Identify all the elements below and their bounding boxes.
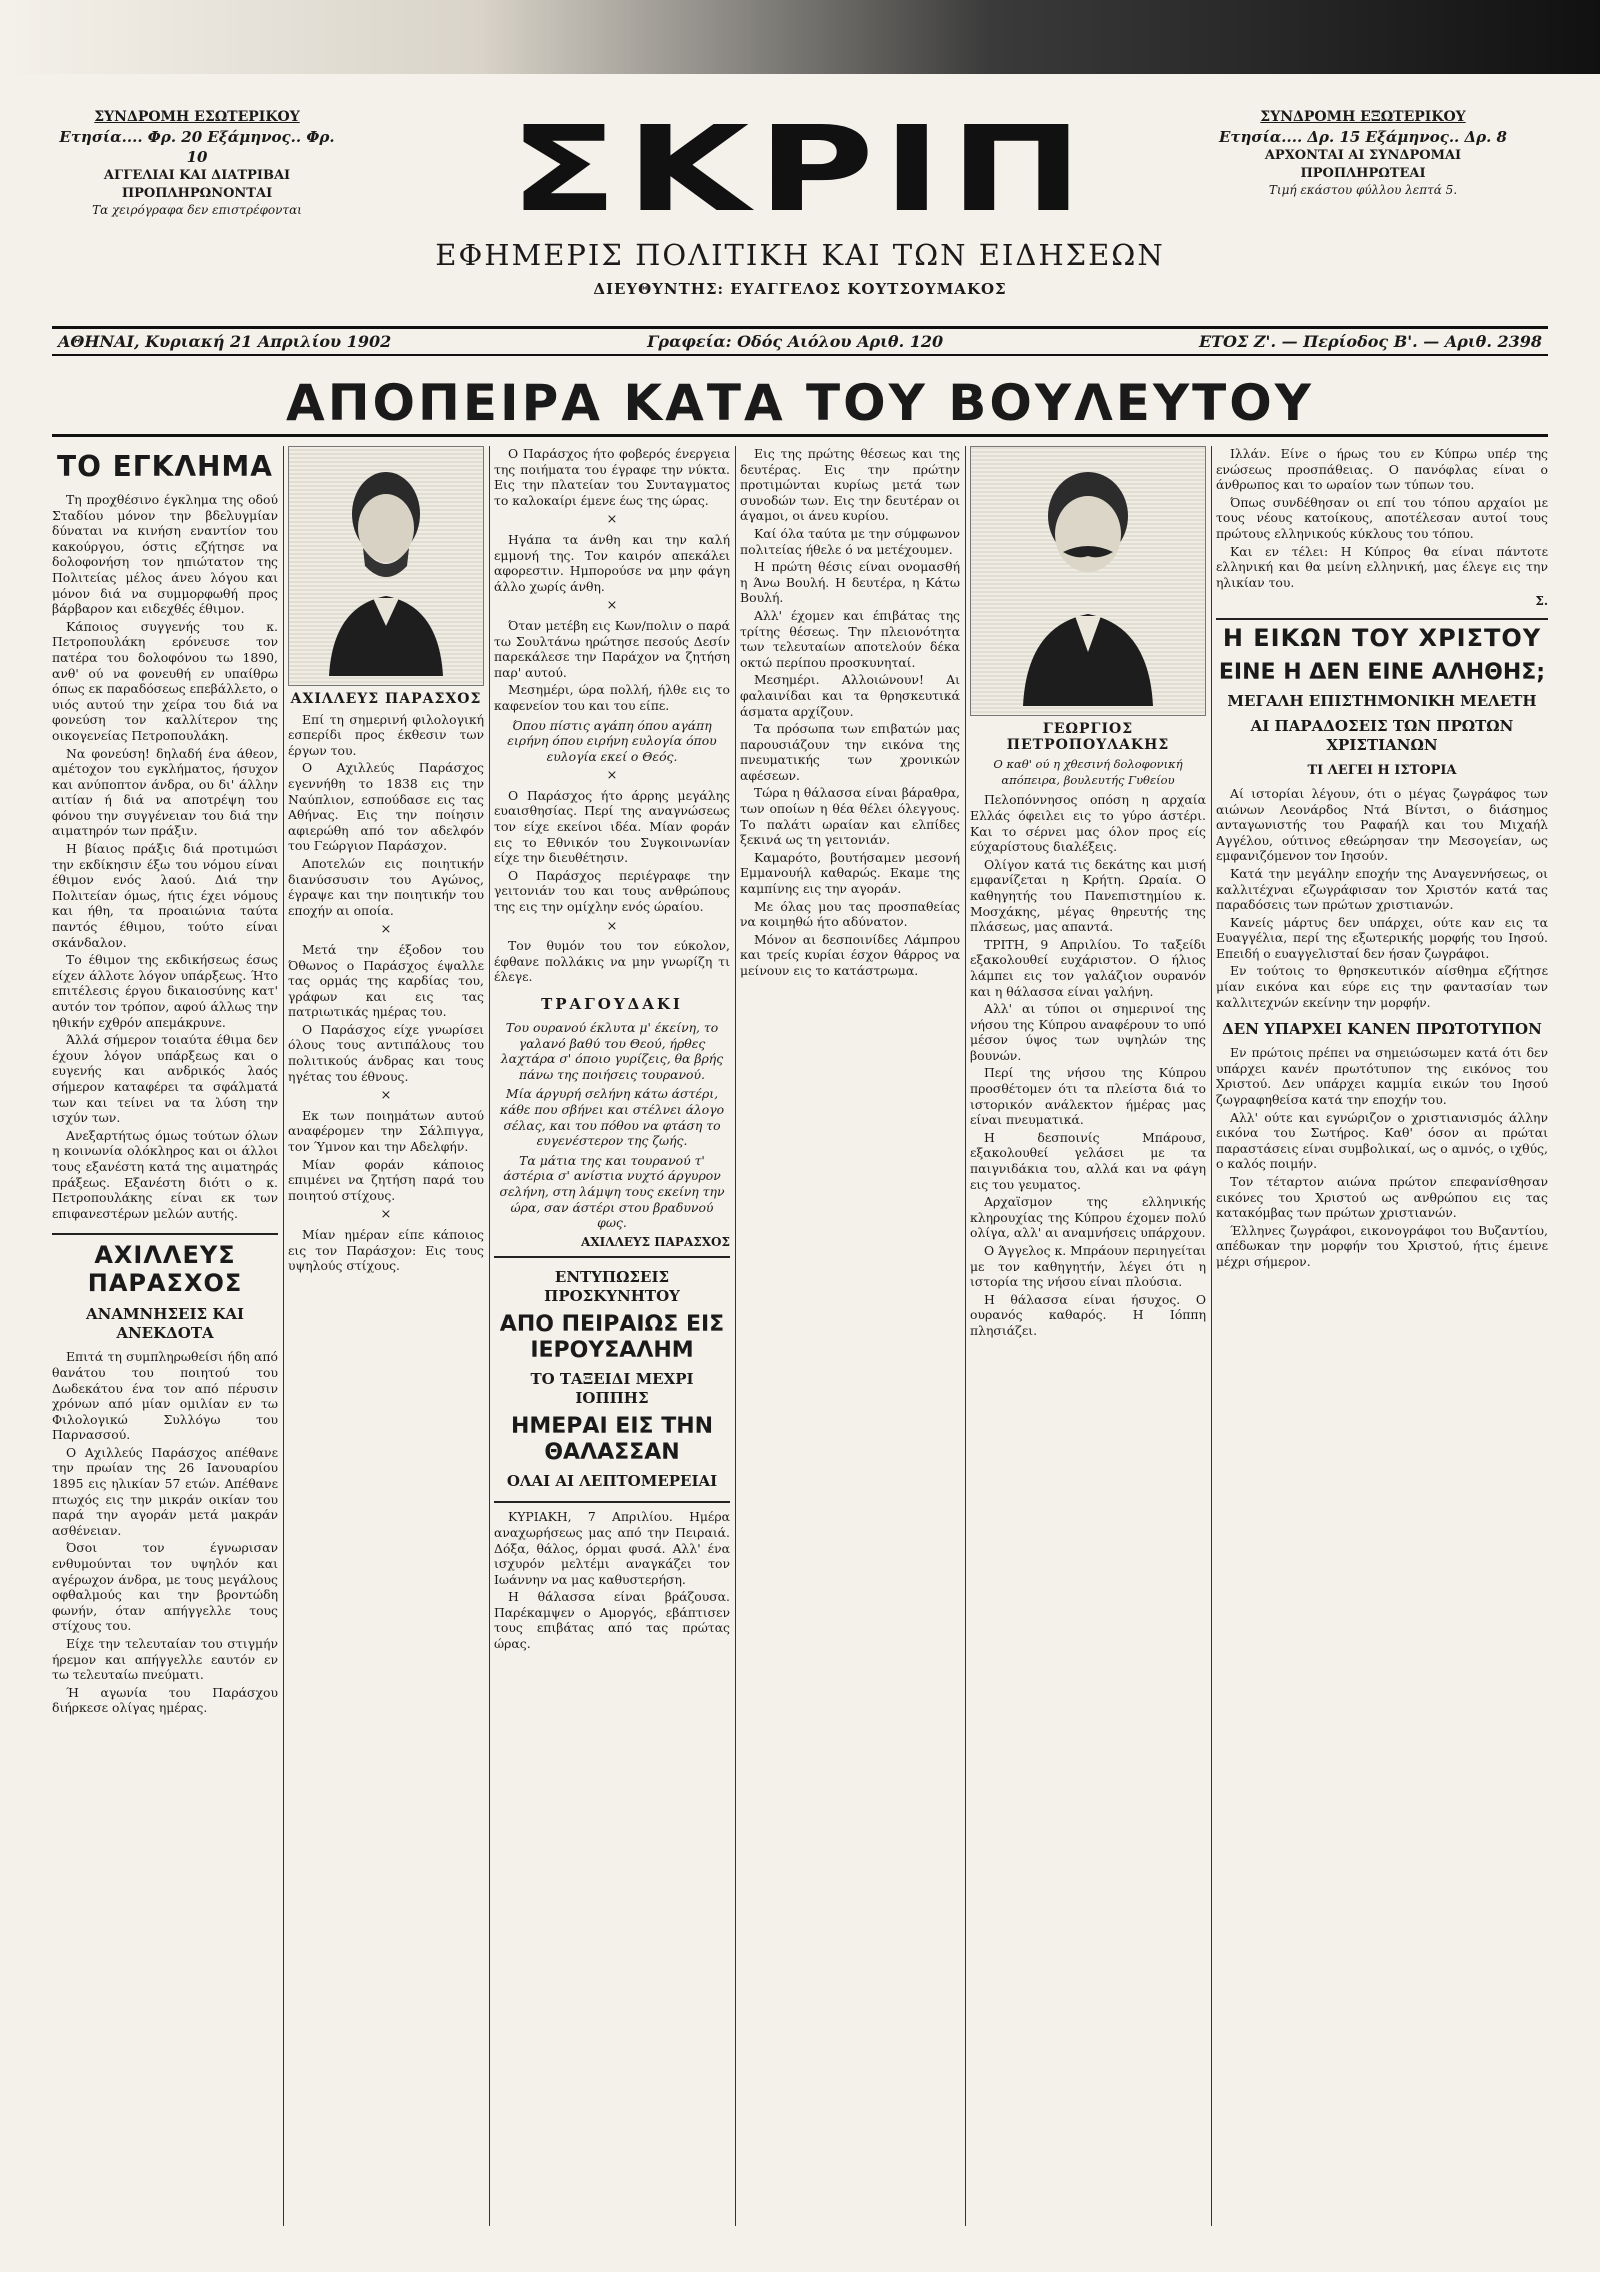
portrait-engraving [288,446,484,686]
poem-stanza: Τα μάτια της και τουρανού τ' άστέρια σ' ανίστια νυχτό άργυρον σελήνη, στη λάμψη τους εκείνη την ώρα, σαν άστέρι στου βραδυνού φως. [499,1152,725,1231]
article-paragraph: Κανείς μάρτυς δεν υπάρχει, ούτε καν εις τα Ευαγγέλια, περί της εξωτερικής μορφής του Ιησού. Επειδή ο ευαγγελισταί δεν ήσαν ζωγράφοι. [1216,914,1548,961]
section-subtitle: ΜΕΓΑΛΗ ΕΠΙΣΤΗΜΟΝΙΚΗ ΜΕΛΕΤΗ [1227,691,1537,710]
article-paragraph: Αλλ' ούτε και εγνώριζον ο χριστιανισμός άλλην εικόνα του Σωτήρος. Καθ' όσον αι πρώται παραστάσεις είναι συμβολικαί, ως ο αμνός, ο ιχθύς, ο καλός ποιμήν. [1216,1109,1548,1172]
article-paragraph: ΚΥΡΙΑΚΗ, 7 Απριλίου. Ημέρα αναχωρήσεως μας από την Πειραιά. Δόξα, θάλος, όρμαι φυσά. Αλλ' ένα ισχυρόν μελτέμι αναγκάζει τον Ιωάννην να μας καθυστερήση. [494,1509,730,1587]
article-paragraph: Μεσημέρι. Αλλοιώνουν! Αι φαλαινίδαι και τα θρησκευτικά άσματα αρχίζουν. [740,672,960,719]
article-paragraph: Αποτελών εις ποιητικήν διανύσσυσιν του Αγώνος, έγραψε και την ποιητικήν του εποχήν αι οποία. [288,855,484,918]
section-divider [1216,618,1548,620]
article-paragraph: Όταν μετέβη εις Κων/πολιν ο παρά τω Σουλτάνω ηρώτησε πεσούς Δεσίν παρεκάλεσε την Παράχον να ζητήση παρ' αυτού. [494,617,730,680]
column-1 [52,446,278,2226]
article-paragraph: Ο Αχιλλεύς Παράσχος εγεννήθη το 1838 εις την Ναύπλιον, εσπούδασε εις τας Αθήνας. Εις την ποίησιν αφιερώθη από τον αδελφόν του Γεώργιον Παράσχον. [288,760,484,854]
box-subtitle: ΟΛΑΙ ΑΙ ΛΕΠΤΟΜΕΡΕΙΑΙ [506,1472,718,1491]
right-ear-issue-price: Τιμή εκάστου φύλλου λεπτά 5. [1268,183,1458,198]
column-2: ΑΧΙΛΛΕΥΣ ΠΑΡΑΣΧΟΣ Επί τη σημερινή φιλολογική εσπερίδι προς έκθεσιν των έργων του. Ο Αχιλλεύς Παράσχος εγεννήθη το 1838 εις την Ναύπλιον, εσπούδασε εις τας Αθήνας. Εις την ποίησιν αφιερώθη από τον αδελφόν του Γεώργιον Παράσχον. Αποτελών εις ποιητικήν διανύσσυσιν του Αγώνος, έγραψε και την ποιητικήν του εποχήν αι οποία. × Μετά την έξοδον του Όθωνος ο Παράσχος έψαλλε τας ορμάς της καρδίας του, γράφων και εις τας πατριωτικάς ημέρας του. Ο Παράσχος είχε γνωρίσει όλους τους αντιπάλους του πολιτικούς άνδρας και τους ηγέτας του έθνους. × Εκ των ποιημάτων αυτού αναφέρομεν την Σάλπιγγα, τον Ύμνον και την Αδελφήν. Μίαν φοράν κάποιος επιμένει να ζητήση παρά του ποιητού στίχους. × Μίαν ημέραν είπε κάποιος εις τον Παράσχον: Εις τους υψηλούς στίχους. [288,446,484,2226]
article-paragraph: Αλλ' έχομεν και έπιβάτας της τρίτης θέσεως. Την πλειονότητα των τελευταίων αποτελούν δέκα οκτώ περίπου προσκυνηταί. [740,607,960,670]
column-5 [970,446,1206,2226]
portrait-figure-icon [311,456,461,676]
column-rule [735,446,736,2226]
article-paragraph: Μεσημέρι, ώρα πολλή, ήλθε εις το καφενείον του και του είπε. [494,682,730,713]
dateline-issue: ΕΤΟΣ Ζ'. — Περίοδος Β'. — Αριθ. 2398 [1198,332,1542,351]
article-paragraph: Τώρα η θάλασσα είναι βάραθρα, των οποίων η θέα θέλει όλεγγους. Το παλάτι ωραίαν και ελπίδες ξεκινά ως τη γειτονιάν. [740,785,960,848]
article-paragraph: Επί τη σημερινή φιλολογική εσπερίδι προς έκθεσιν των έργων του. [288,711,484,758]
left-ear-manuscripts: Τα χειρόγραφα δεν επιστρέφονται [92,203,302,218]
article-paragraph: Ολίγον κατά τις δεκάτης και μισή εμφανίζεται η Κρήτη. Ωραία. Ο καθηγητής του Πανεπιστημίου κ. Μοσχάκης, μέγας θηρευτής της πλάσεως, μας απαντά. [970,856,1206,935]
article-paragraph: Ο Άγγελος κ. Μπράουν περιηγείται με τον καθηγητήν, λέγει ότι η ιστορία της νήσου είναι πλούσια. [970,1243,1206,1290]
section-title-paraschos: ΑΧΙΛΛΕΥΣ ΠΑΡΑΣΧΟΣ [52,1233,278,1297]
article-paragraph: Όσοι τον έγνωρισαν ενθυμούνται τον υψηλόν και αγέρωχον άνδρα, με τους μεγάλους οφθαλμούς και την βροντώδη φωνήν, όταν απήγγελλε τους στίχους του. [52,1540,278,1634]
article-paragraph: Εκ των ποιημάτων αυτού αναφέρομεν την Σάλπιγγα, τον Ύμνον και την Αδελφήν. [288,1107,484,1155]
article-paragraph: Αλλ' αι τύποι οι σημερινοί της νήσου της Κύπρου αναφέρουν το υπό μέσον ύψος των υψηλών της βουνών. [970,1001,1206,1063]
left-ear-price: Ετησία.... Φρ. 20 Εξάμηνος.. Φρ. 10 [59,127,335,167]
article-paragraph: Όπως συνδέθησαν οι επί του τόπου αρχαίοι με τους νέους κατοίκους, αποτέλεσαν αυτοί τους πρώτους ελληνικούς κύκλους του τόπου. [1216,494,1548,541]
newspaper-logo: ΣΚΡΙΠ [508,100,1092,238]
poem-stanza: Όπου πίστις αγάπη όπου αγάπη ειρήνη όπου ειρήνη ευλογία όπου ευλογία εκεί ο Θεός. [507,717,717,764]
left-ear-prepaid: ΠΡΟΠΛΗΡΩΝΟΝΤΑΙ [121,185,273,201]
article-paragraph: ΤΡΙΤΗ, 9 Απριλίου. Το ταξείδι εξακολουθεί ευχάριστον. Ο ήλιος λάμπει εις τον γαλάζιον ουρανόν και η θάλασσα είναι γαλήνη. [970,936,1206,999]
dateline-address: Γραφεία: Οδός Αιόλου Αριθ. 120 [647,332,944,351]
article-paragraph: Ο Παράσχος ήτο φοβερός ένεργεια της ποιήματα του έγραφε την νύκτα. Εις την πλατείαν του Συνταγματος το καλοκαίρι έμενε έως της ώρας. [494,446,730,508]
column-rule [1211,446,1212,2226]
article-signature: Σ. [1535,594,1548,609]
article-paragraph: Κάποιος συγγενής του κ. Πετροπουλάκη ερόνευσε τον πατέρα του δολοφόνου τω 1890, ανθ' ού να φονευθή εν υπαίθρω όπως εκ παραδόσεως επεβάλλετο, ο υιός αυτού την χείρα του διά να φονεύση τον καλλίτερον της οικογενείας Πετροπουλάκη. [52,618,278,743]
dateline-bar [52,326,1548,356]
article-paragraph: Εν τούτοις το θρησκευτικόν αίσθημα εζήτησε μίαν εικόνα και εύρε εις την φαντασίαν των καλλιτεχνών εκείνην την μορφήν. [1216,963,1548,1010]
right-ear-price: Ετησία.... Δρ. 15 Εξάμηνος.. Δρ. 8 [1218,127,1507,146]
newspaper-director: ΔΙΕΥΘΥΝΤΗΣ: ΕΥΑΓΓΕΛΟΣ ΚΟΥΤΣΟΥΜΑΚΟΣ [593,280,1007,298]
newspaper-tagline: ΕΦΗΜΕΡΙΣ ΠΟΛΙΤΙΚΗ ΚΑΙ ΤΩΝ ΕΙΔΗΣΕΩΝ [435,238,1165,272]
column-6 [1216,446,1548,2226]
article-paragraph: Είχε την τελευταίαν του στιγμήν ήρεμον και απήγγελλε εαυτόν εν τω τελευταίω πνεύματι. [52,1636,278,1683]
article-paragraph: Εν πρώτοις πρέπει να σημειώσωμεν κατά ότι δεν υπάρχει κανέν πρωτότυπον της εικόνος του Χριστού. Δεν υπάρχει καμμία εικών του Ιησού ζωγραφηθείσα κατά την εποχήν του. [1216,1045,1548,1108]
dateline-place-date: ΑΘΗΝΑΙ, Κυριακή 21 Απριλίου 1902 [58,332,392,351]
column-rule [489,446,490,2226]
article-paragraph: Εις της πρώτης θέσεως και της δευτέρας. Εις την πρώτην προτιμώνται κυρίως μετά των συνοδών των. Εις την δευτέραν οι άγαμοι, οι άνευ κυρίου. [740,446,960,524]
right-ear-start: ΑΡΧΟΝΤΑΙ ΑΙ ΣΥΝΔΡΟΜΑΙ [1264,148,1462,164]
portrait-caption-sub: Ο καθ' ού η χθεσινή δολοφονική απόπειρα, βουλευτής Γυθείου [993,757,1183,787]
poem-title: ΤΡΑΓΟΥΔΑΚΙ [541,995,683,1013]
left-ear-heading: ΣΥΝΔΡΟΜΗ ΕΣΩΤΕΡΙΚΟΥ [94,109,300,125]
right-ear-heading: ΣΥΝΔΡΟΜΗ ΕΞΩΤΕΡΙΚΟΥ [1260,109,1466,125]
portrait-caption: ΑΧΙΛΛΕΥΣ ΠΑΡΑΣΧΟΣ [290,691,482,707]
portrait-figure-icon [1003,456,1173,706]
article-paragraph: Ο Παράσχος περιέγραφε την γειτονιάν του και τους ανθρώπους της εις την ομίχλην ενός ώραίου. [494,867,730,915]
article-paragraph: Μίαν ημέραν είπε κάποιος εις τον Παράσχον: Εις τους υψηλούς στίχους. [288,1227,484,1274]
article-paragraph: Η θάλασσα είναι βράζουσα. Παρέκαμψεν ο Αμοργός, εβάπτισεν τους επιβάτας από τας πρώτας ώρας. [494,1589,730,1652]
right-ear-prepaid: ΠΡΟΠΛΗΡΩΤΕΑΙ [1300,165,1426,181]
article-paragraph: Περί της νήσου της Κύπρου προσθέτομεν ότι τα πλείστα διά το ιστορικόν ανάλεκτον ήμέρας μας είναι πνευματικά. [970,1065,1206,1128]
article-paragraph: Η πρώτη θέσις είναι ονομασθή η Άνω Βουλή. Η δευτέρα, η Κάτω Βουλή. [740,559,960,606]
article-paragraph: Μόνον αι δεσποινίδες Λάμπρου και τρείς κυρίαι έσχον θάρρος να μείνουν εις το κατάστρωμα. [740,931,960,978]
article-paragraph: Ανεξαρτήτως όμως τούτων όλων η κοινωνία ολόκληρος και οι άλλοι τους εξανέστη κατά της αιματηράς πράξεως. Εξανέστη διότι ο κ. Πετροπουλάκης είναι εκ των επιφανεστέρων μελών αυτής. [52,1127,278,1221]
article-paragraph: Καμαρότο, βουτήσαμεν μεσονή Εμμανουήλ καθαρώς. Εκαμε της καμπίνης εις την αγοράν. [740,849,960,897]
article-paragraph: Τον θυμόν του τον εύκολον, έφθανε πολλάκις να μην γνωρίζη τι έλεγε. [494,938,730,985]
article-paragraph: Ή αγωνία του Παράσχου διήρκεσε ολίγας ημέρας. [52,1684,278,1716]
section-title-crime: ΤΟ ΕΓΚΛΗΜΑ [57,450,273,483]
column-rule [283,446,284,2226]
article-paragraph: Μετά την έξοδον του Όθωνος ο Παράσχος έψαλλε τας ορμάς της καρδίας του, γράφων και εις τας πατριωτικάς ημέρας του. [288,941,484,1020]
column-3: Ο Παράσχος ήτο φοβερός ένεργεια της ποιήματα του έγραφε την νύκτα. Εις την πλατείαν του Συνταγματος το καλοκαίρι έμενε έως της ώρας. × Ηγάπα τα άνθη και την καλή εμμονή της. Τον καιρόν απεκάλει αφορεστιν. Ημπορούσε να μην φάγη άλλο χωρίς άνθη. × Όταν μετέβη εις Κων/πολιν ο παρά τω Σουλτάνω ηρώτησε πεσούς Δεσίν παρεκάλεσε την Παράχον να ζητήση παρ' αυτού. Μεσημέρι, ώρα πολλή, ήλθε εις το καφενείον του και του είπε. Όπου πίστις αγάπη όπου αγάπη ειρήνη όπου ειρήνη ευλογία όπου ευλογία εκεί ο Θεός. × Ο Παράσχος ήτο άρρης μεγάλης ευαισθησίας. Περί της αναγνώσεως τον είχε εκείνοι ιδέα. Μίαν φοράν εις το Εθνικόν του Συγκοινωνίαν είχε την διευθέτησιν. Ο Παράσχος περιέγραφε την γειτονιάν του και τους ανθρώπους της εις την ομίχλην ενός ώραίου. × Τον θυμόν του τον εύκολον, έφθανε πολλάκις να μην γνωρίζη τι έλεγε. ΤΡΑΓΟΥΔΑΚΙ Του ουρανού έκλυτα μ' έκείνη, το γαλανό βαθύ του Θεού, ήρθες λαχτάρα σ' όποιο γυρίζεις, θα βρής πάνω της ποιήσεις τουρανού. Μία άργυρή σελήνη κάτω άστέρι, κάθε που σβήνει και στέλνει άλογο σέλας, και του πόθου να φτάση το ευγενέστερον της ζωής. Τα μάτια της και τουρανού τ' άστέρια σ' ανίστια νυχτό άργυρον σελήνη, στη λάμψη τους εκείνη την ώρα, σαν άστέρι στου βραδυνού φως. ΑΧΙΛΛΕΥΣ ΠΑΡΑΣΧΟΣ ΕΝΤΥΠΩΣΕΙΣ ΠΡΟΣΚΥΝΗΤΟΥ ΑΠΟ ΠΕΙΡΑΙΩΣ ΕΙΣ ΙΕΡΟΥΣΑΛΗΜ ΤΟ ΤΑΞΕΙΔΙ ΜΕΧΡΙ ΙΟΠΠΗΣ ΗΜΕΡΑΙ ΕΙΣ ΤΗΝ ΘΑΛΑΣΣΑΝ ΟΛΑΙ ΑΙ ΛΕΠΤΟΜΕΡΕΙΑΙ ΚΥΡΙΑΚΗ, 7 Απριλίου. Ημέρα αναχωρήσεως μας από την Πειραιά. Δόξα, θάλος, όρμαι φυσά. Αλλ' ένα ισχυρόν μελτέμι αναγκάζει τον Ιωάννην να μας καθυστερήση. Η θάλασσα είναι βράζουσα. Παρέκαμψεν ο Αμοργός, εβάπτισεν τους επιβάτας από τας πρώτας ώρας. [494,446,730,1652]
box-subtitle: ΑΠΟ ΠΕΙΡΑΙΩΣ ΕΙΣ ΙΕΡΟΥΣΑΛΗΜ [499,1312,725,1364]
section-subtitle: ΕΙΝΕ Η ΔΕΝ ΕΙΝΕ ΑΛΗΘΗΣ; [1218,659,1546,685]
article-paragraph: Ο Παράσχος είχε γνωρίσει όλους τους αντιπάλους του πολιτικούς άνδρας και τους ηγέτας του έθνους. [288,1021,484,1084]
article-paragraph: Τα πρόσωπα των επιβατών μας παρουσιάζουν την εικόνα της πνευματικής των χρονικών αφέσεων. [740,721,960,783]
article-paragraph: Τον τέταρτον αιώνα πρώτον επεφανίσθησαν εικόνες του Χριστού ως ανθρώπου εις τας κατακόμβας των πρώτων χριστιανών. [1216,1174,1548,1221]
article-paragraph: Η θάλασσα είναι ήσυχος. Ο ουρανός καθαρός. Η Ιόππη πλησιάζει. [970,1291,1206,1338]
box-subtitle: ΗΜΕΡΑΙ ΕΙΣ ΤΗΝ ΘΑΛΑΣΣΑΝ [510,1414,714,1466]
article-paragraph: Να φονεύση! δηλαδή ένα άθεον, αμέτοχον του εγκλήματος, ήσυχον και ανύποπτον άνδρα, ου δι' άλλην αιτίαν ή διά να αποτρέψη του φόνου την συγγένειαν του διά την αιματηρόν των πράξιν. [52,745,278,839]
article-paragraph: Το έθιμον της εκδικήσεως έσως είχεν άλλοτε λόγον υπάρξεως. Ήτο επιτέλεσις έργου δικαιοσύνης κατ' αυτόν τον τρόπον, αφού άλλως την ηθικήν εχθρόν απεμάκρυνε. [52,952,278,1030]
column-rule [965,446,966,2226]
section-title-christ-image: Η ΕΙΚΩΝ ΤΟΥ ΧΡΙΣΤΟΥ [1222,623,1542,652]
article-paragraph: Ιλλάν. Είνε ο ήρως του εν Κύπρω υπέρ της ενώσεως προσπάθειας. Ο πανόφλας είναι ο άνθρωπος και το ωραίον των τύπων του. [1216,446,1548,493]
poem-stanza: Μία άργυρή σελήνη κάτω άστέρι, κάθε που σβήνει και στέλνει άλογο σέλας, και του πόθου να φτάση το ευγενέστερον της ζωής. [499,1086,725,1149]
box-title: ΕΝΤΥΠΩΣΕΙΣ ΠΡΟΣΚΥΝΗΤΟΥ [544,1268,680,1306]
article-paragraph: Αρχαϊσμον της ελληνικής κληρουχίας της Κύπρου έχομεν πολύ ολίγα, αλλ' αι αναμνήσεις υπάρχουν. [970,1194,1206,1241]
article-paragraph: Άλλά σήμερον τοιαύτα έθιμα δεν έχουν λόγον υπάρξεως και ο ευγενής και ανδρικός λαός σήμερον καταφέρει τα σφάλματά των και τείνει να τα λύση την ισχύν των. [52,1032,278,1126]
box-subtitle: ΤΟ ΤΑΞΕΙΔΙ ΜΕΧΡΙ ΙΟΠΠΗΣ [530,1370,694,1408]
section-subtitle: ΑΙ ΠΑΡΑΔΟΣΕΙΣ ΤΩΝ ΠΡΩΤΩΝ ΧΡΙΣΤΙΑΝΩΝ [1250,716,1514,754]
portrait-caption: ΓΕΩΡΓΙΟΣ ΠΕΤΡΟΠΟΥΛΑΚΗΣ [1006,721,1170,753]
main-headline: ΑΠΟΠΕΙΡΑ ΚΑΤΑ ΤΟΥ ΒΟΥΛΕΥΤΟΥ [52,372,1548,437]
section-subtitle: ΔΕΝ ΥΠΑΡΧΕΙ ΚΑΝΕΝ ΠΡΩΤΟΤΥΠΟΝ [1222,1020,1542,1039]
article-paragraph: Ηγάπα τα άνθη και την καλή εμμονή της. Τον καιρόν απεκάλει αφορεστιν. Ημπορούσε να μην φάγη άλλο χωρίς άνθη. [494,531,730,594]
left-ear-ads: ΑΓΓΕΛΙΑΙ ΚΑΙ ΔΙΑΤΡΙΒΑΙ [103,168,291,184]
article-paragraph: Η δεσποινίς Μπάρουσ, εξακολουθεί γελάσει με τα παιγνιδάκια του, αλλά και να φάγη εις του γευματος. [970,1129,1206,1192]
poem-stanza: Του ουρανού έκλυτα μ' έκείνη, το γαλανό βαθύ του Θεού, ήρθες λαχτάρα σ' όποιο γυρίζεις, θα βρής πάνω της ποιήσεις τουρανού. [500,1020,724,1082]
article-paragraph: Και εν τέλει: Η Κύπρος θα είναι πάντοτε ελληνική και θα μείνη ελληνική, μας έλεγε εις την ηλικίαν του. [1216,543,1548,590]
section-subtitle: ΑΝΑΜΝΗΣΕΙΣ ΚΑΙ ΑΝΕΚΔΟΤΑ [85,1305,245,1343]
article-paragraph: Επιτά τη συμπληρωθείσι ήδη από θανάτου του ποιητού του Δωδεκάτου ένα τον από πέρυσιν χρόνων από μίαν ομιλίαν εν τω Φιλολογικώ Συλλόγω του Παρνασσού. [52,1349,278,1443]
article-paragraph: Μίαν φοράν κάποιος επιμένει να ζητήση παρά του ποιητού στίχους. [288,1156,484,1203]
masthead [400,100,1200,298]
article-paragraph: Με όλας μου τας προσπαθείας να κοιμηθώ ήτο αδύνατον. [740,898,960,930]
article-paragraph: Ο Αχιλλεύς Παράσχος απέθανε την πρωίαν της 26 Ιανουαρίου 1895 εις ηλικίαν 57 ετών. Απέθανε πτωχός εις την μικράν οικίαν του παρά την αγοράν μετά μακράν ασθένειαν. [52,1444,278,1538]
article-paragraph: Η βίαιος πράξις διά προτιμώσι την εκδίκησιν έξω του νόμου είναι έθιμον ενός λαού. Διά την Πολιτείαν όμως, ήτις έχει νόμους και ήθη, τα προαιώνια ταύτα παντός έθιμου, τούτο είναι σκάνδαλον. [52,841,278,950]
article-paragraph: Κατά την μεγάλην εποχήν της Αναγεννήσεως, οι καλλιτέχναι εζωγράφισαν τον Χριστόν κατά τας παραδόσεις των πρώτων χριστιανών. [1216,865,1548,913]
article-paragraph: Τη προχθέσινο έγκλημα της οδού Σταδίου μόνον την βδελυγμίαν δύναται να κινήση εναντίον του κακούργου, όστις εζήτησε να δολοφονήση τον ηπιώτατον της Πολιτείας μέλος άνευ λόγου και μόνον διά να συμμορφωθή προς βάρβαρον και ειδεχθές έθιμον. [52,492,278,617]
right-ear-box [1218,108,1508,198]
article-paragraph: Αί ιστορίαι λέγουν, ότι ο μέγας ζωγράφος των αιώνων Λεονάρδος Ντά Βίντσι, ο διάσημος ανταγωνιστής του Ραφαήλ και του Μιχαήλ Αγγέλου, ούτινος εθεώρησαν την Μεσογείαν, ως εμφανιζόμενον τον Ιησούν. [1216,785,1548,864]
article-paragraph: Ο Παράσχος ήτο άρρης μεγάλης ευαισθησίας. Περί της αναγνώσεως τον είχε εκείνοι ιδέα. Μίαν φοράν εις το Εθνικόν του Συγκοινωνίαν είχε την διευθέτησιν. [494,787,730,866]
article-paragraph: Πελοπόννησος οπόση η αρχαία Ελλάς όφειλει εις το γύρο άστέρι. Και το σέρνει μας όλον προς είς εύχαρίστους διαλέξεις. [970,792,1206,855]
poem-signature: ΑΧΙΛΛΕΥΣ ΠΑΡΑΣΧΟΣ [581,1234,730,1249]
column-4 [740,446,960,2226]
article-paragraph: Καί όλα ταύτα με την σύμφωνον πολιτείας ήθελε ό να μετέχουμεν. [740,525,960,557]
portrait-engraving [970,446,1206,716]
scan-edge-shadow [0,0,1600,74]
section-subtitle: ΤΙ ΛΕΓΕΙ Η ΙΣΤΟΡΙΑ [1307,762,1457,778]
article-paragraph: Έλληνες ζωγράφοι, εικονογράφοι του Βυζαντίου, απέδωκαν την μορφήν του Χριστού, ήτις έμεινε μέχρι σήμερον. [1216,1222,1548,1269]
pilgrim-impressions-box [494,1256,730,1503]
